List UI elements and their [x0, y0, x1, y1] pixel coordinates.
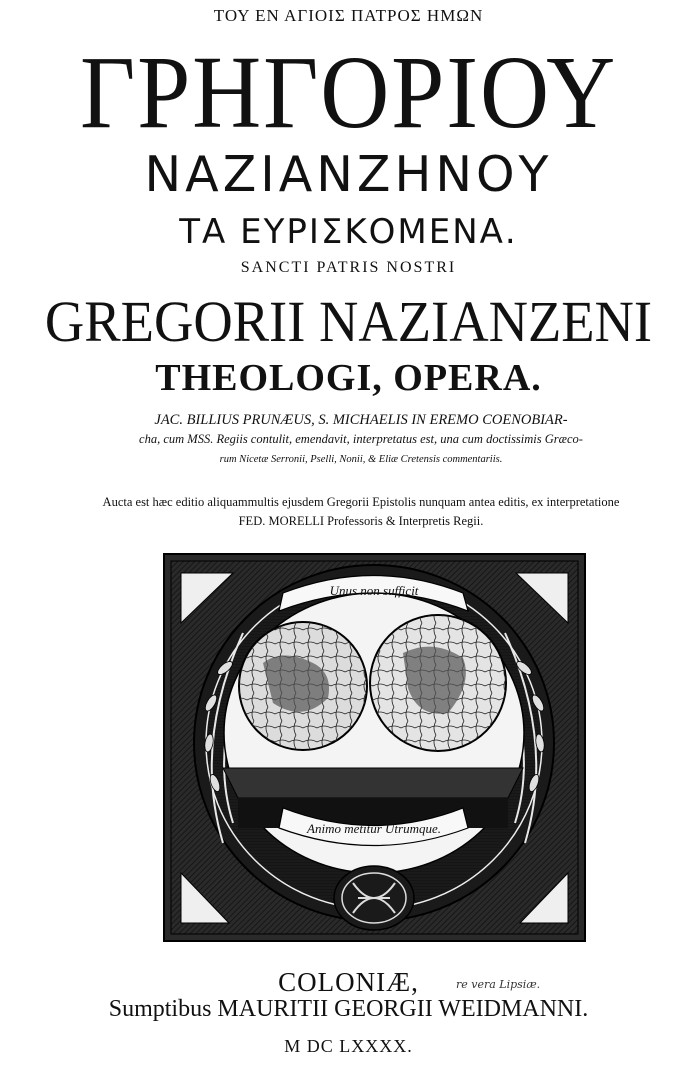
imprint-year: M DC LXXXX. [284, 1036, 413, 1056]
edition-note-line-2: FED. MORELLI Professoris & Interpretis Regii. [238, 514, 484, 528]
greek-author-surname: ΝΑΖΙΑΝΖΗΝΟΥ [144, 146, 553, 203]
imprint-place: COLONIÆ, [278, 967, 419, 997]
greek-works-line: ΤΑ ΕΥΡΙΣΚΟΜΕΝΑ. [179, 212, 518, 252]
latin-author-name: GREGORII NAZIANZENI [44, 289, 653, 354]
imprint-publisher: Sumptibus MAURITII GEORGII WEIDMANNI. [108, 996, 589, 1022]
greek-author-name: ΓΡΗΓΟΡΙΟΥ [79, 35, 618, 150]
handwritten-note: re vera Lipsiæ. [456, 978, 541, 991]
edition-note-line-1: Aucta est hæc editio aliquammultis ejusdem Gregorii Epistolis nunquam antea editis, ex interpretatione [102, 495, 620, 509]
latin-works-line: THEOLOGI, OPERA. [155, 357, 542, 399]
motto-bottom: Animo metitur Utrumque. [307, 821, 441, 836]
greek-heading-small: ΤΟΥ ΕΝ ΑΓΙΟΙΣ ΠΑΤΡΟΣ ΗΜΩΝ [213, 6, 484, 25]
editor-line-2: cha, cum MSS. Regiis contulit, emendavit, interpretatus est, una cum doctissimis Græco- [139, 432, 583, 446]
latin-heading-small: SANCTI PATRIS NOSTRI [240, 259, 457, 276]
motto-top: Unus non sufficit [329, 583, 419, 598]
editor-line-1: JAC. BILLIUS PRUNÆUS, S. MICHAELIS IN EREMO COENOBIAR- [154, 412, 568, 428]
engraving-illustration [163, 553, 586, 942]
editor-line-3: rum Nicetæ Serronii, Pselli, Nonii, & Eliæ Cretensis commentariis. [219, 454, 503, 465]
